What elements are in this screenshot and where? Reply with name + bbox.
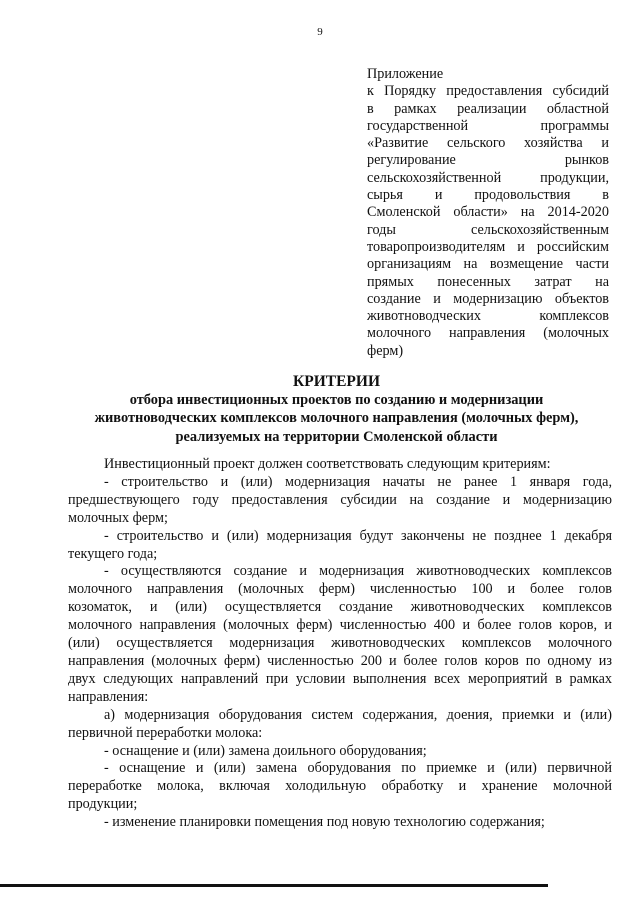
title-line: животноводческих комплексов молочного направления (молочных ферм), [94, 410, 579, 427]
title-line: отбора инвестиционных проектов по созданию и модернизации [129, 392, 544, 408]
body-line: - оснащение и (или) замена оборудования по приемке и (или) первичной [104, 760, 612, 777]
body-line: молочных ферм; [68, 509, 168, 526]
appendix-line: молочного направления (молочных [367, 325, 609, 342]
body-line: переработке молока, включая холодильную обработку и хранение молочной [68, 778, 612, 795]
appendix-line: регулирование рынков [367, 152, 609, 169]
body-line: - оснащение и (или) замена доильного оборудования; [104, 742, 427, 759]
appendix-line: товаропроизводителям и российским [367, 238, 609, 255]
appendix-line: в рамках реализации областной [367, 100, 609, 117]
appendix-line: сельскохозяйственной продукции, [367, 169, 609, 186]
body-line: - строительство и (или) модернизация будут закончены не позднее 1 декабря [104, 527, 612, 544]
body-line: текущего года; [68, 545, 158, 562]
appendix-line: животноводческих комплексов [367, 308, 609, 325]
appendix-line: прямых понесенных затрат на [367, 273, 609, 290]
body-line: а) модернизация оборудования систем содержания, доения, приемки и (или) [104, 706, 612, 723]
appendix-line: сырья и продовольствия в [367, 187, 609, 204]
title-main: КРИТЕРИИ [292, 373, 381, 390]
appendix-line: ферм) [367, 342, 404, 359]
document-title [60, 372, 613, 446]
body-line: молочного направления (молочных ферм) численностью 100 и более голов [68, 581, 612, 598]
body-line: предшествующего году предоставления субсидии на создание и модернизацию [68, 491, 612, 508]
body-line: козоматок, и (или) осуществляется создание животноводческих комплексов [68, 599, 612, 616]
body-line: продукции; [68, 796, 138, 813]
criteria-body [68, 456, 612, 832]
appendix-line: Смоленской области» на 2014-2020 [367, 204, 609, 221]
body-line: направления: [68, 688, 149, 705]
bottom-divider [0, 884, 548, 887]
page-number: 9 [317, 26, 323, 38]
appendix-line: «Развитие сельского хозяйства и [367, 135, 609, 152]
title-line: реализуемых на территории Смоленской области [175, 428, 498, 445]
body-line: - изменение планировки помещения под новую технологию содержания; [104, 814, 545, 831]
body-line: Инвестиционный проект должен соответствовать следующим критериям: [104, 456, 551, 472]
appendix-line: к Порядку предоставления субсидий [367, 83, 609, 100]
appendix-heading [367, 66, 609, 360]
body-line: молочного направления (молочных ферм) численностью 400 и более голов коров, и [68, 617, 612, 634]
appendix-line: государственной программы [367, 117, 609, 134]
appendix-line: Приложение [367, 66, 444, 82]
appendix-line: организациям на возмещение части [367, 256, 609, 273]
appendix-line: создание и модернизацию объектов [367, 290, 609, 307]
appendix-line: годы сельскохозяйственным [367, 221, 609, 238]
body-line: направления (молочных ферм) численностью 200 и более голов коров по одному из [68, 652, 612, 669]
body-line: двух следующих направлений при условии выполнения всех мероприятий в рамках [68, 670, 612, 687]
body-line: - осуществляются создание и модернизация животноводческих комплексов [104, 563, 612, 580]
body-line: (или) осуществляется модернизация животноводческих комплексов молочного [68, 635, 612, 652]
body-line: - строительство и (или) модернизация начаты не ранее 1 января года, [104, 473, 612, 490]
body-line: первичной переработки молока: [68, 724, 263, 741]
